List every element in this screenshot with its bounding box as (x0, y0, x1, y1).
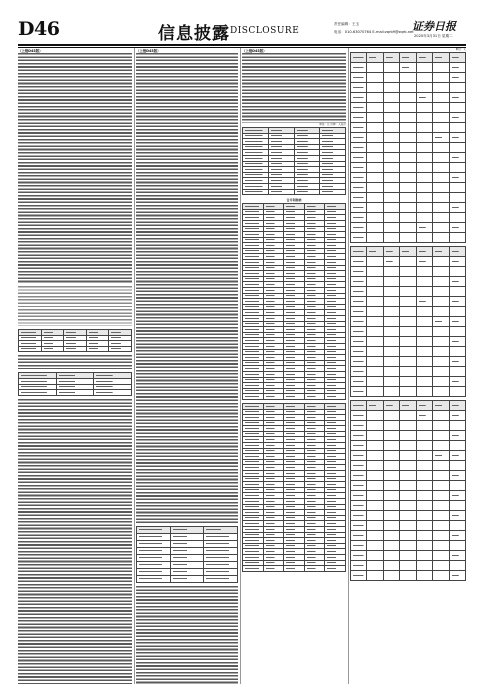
data-table (242, 127, 346, 195)
data-table (350, 246, 466, 397)
body-text-block (18, 53, 132, 283)
body-text-block (136, 53, 238, 523)
table-title: 合并利润表 (286, 198, 302, 203)
masthead-rule-thin (18, 47, 466, 48)
data-table (242, 403, 346, 572)
page-number: D46 (18, 18, 60, 40)
issue-date: 2020年3月31日 星期二 (414, 34, 453, 38)
body-text-block (18, 355, 132, 369)
masthead-rule (18, 44, 466, 46)
section-title-en: DISCLOSURE (230, 26, 300, 36)
data-table (18, 372, 132, 395)
data-table (18, 329, 132, 352)
body-text-block (136, 586, 238, 684)
body-text-block (242, 53, 346, 123)
editor-credit: 责任编辑：王玉 (334, 22, 360, 26)
table-unit: 单位：元 币种：人民币 (319, 123, 346, 126)
column-2 (136, 48, 238, 684)
contact-info: 电话：010-63070764 E-mail:zqrb9@zqrb.net (334, 30, 414, 34)
data-table (350, 52, 466, 243)
newspaper-logo: 证券日报 (412, 20, 456, 33)
column-3 (242, 48, 346, 684)
body-text-block (18, 399, 132, 684)
data-table (136, 526, 238, 583)
column-4 (350, 48, 466, 684)
masthead (18, 18, 466, 44)
section-title: 信息披露 (158, 24, 230, 44)
data-table (242, 203, 346, 400)
continued-marker: （上接D45版） (18, 49, 43, 53)
continued-marker: （上接D45版） (242, 49, 267, 53)
column-1 (18, 48, 132, 684)
table-unit: 单位：元 (455, 48, 466, 51)
body-text-block (18, 286, 132, 326)
data-table (350, 400, 466, 581)
continued-marker: （上接D45版） (136, 49, 161, 53)
